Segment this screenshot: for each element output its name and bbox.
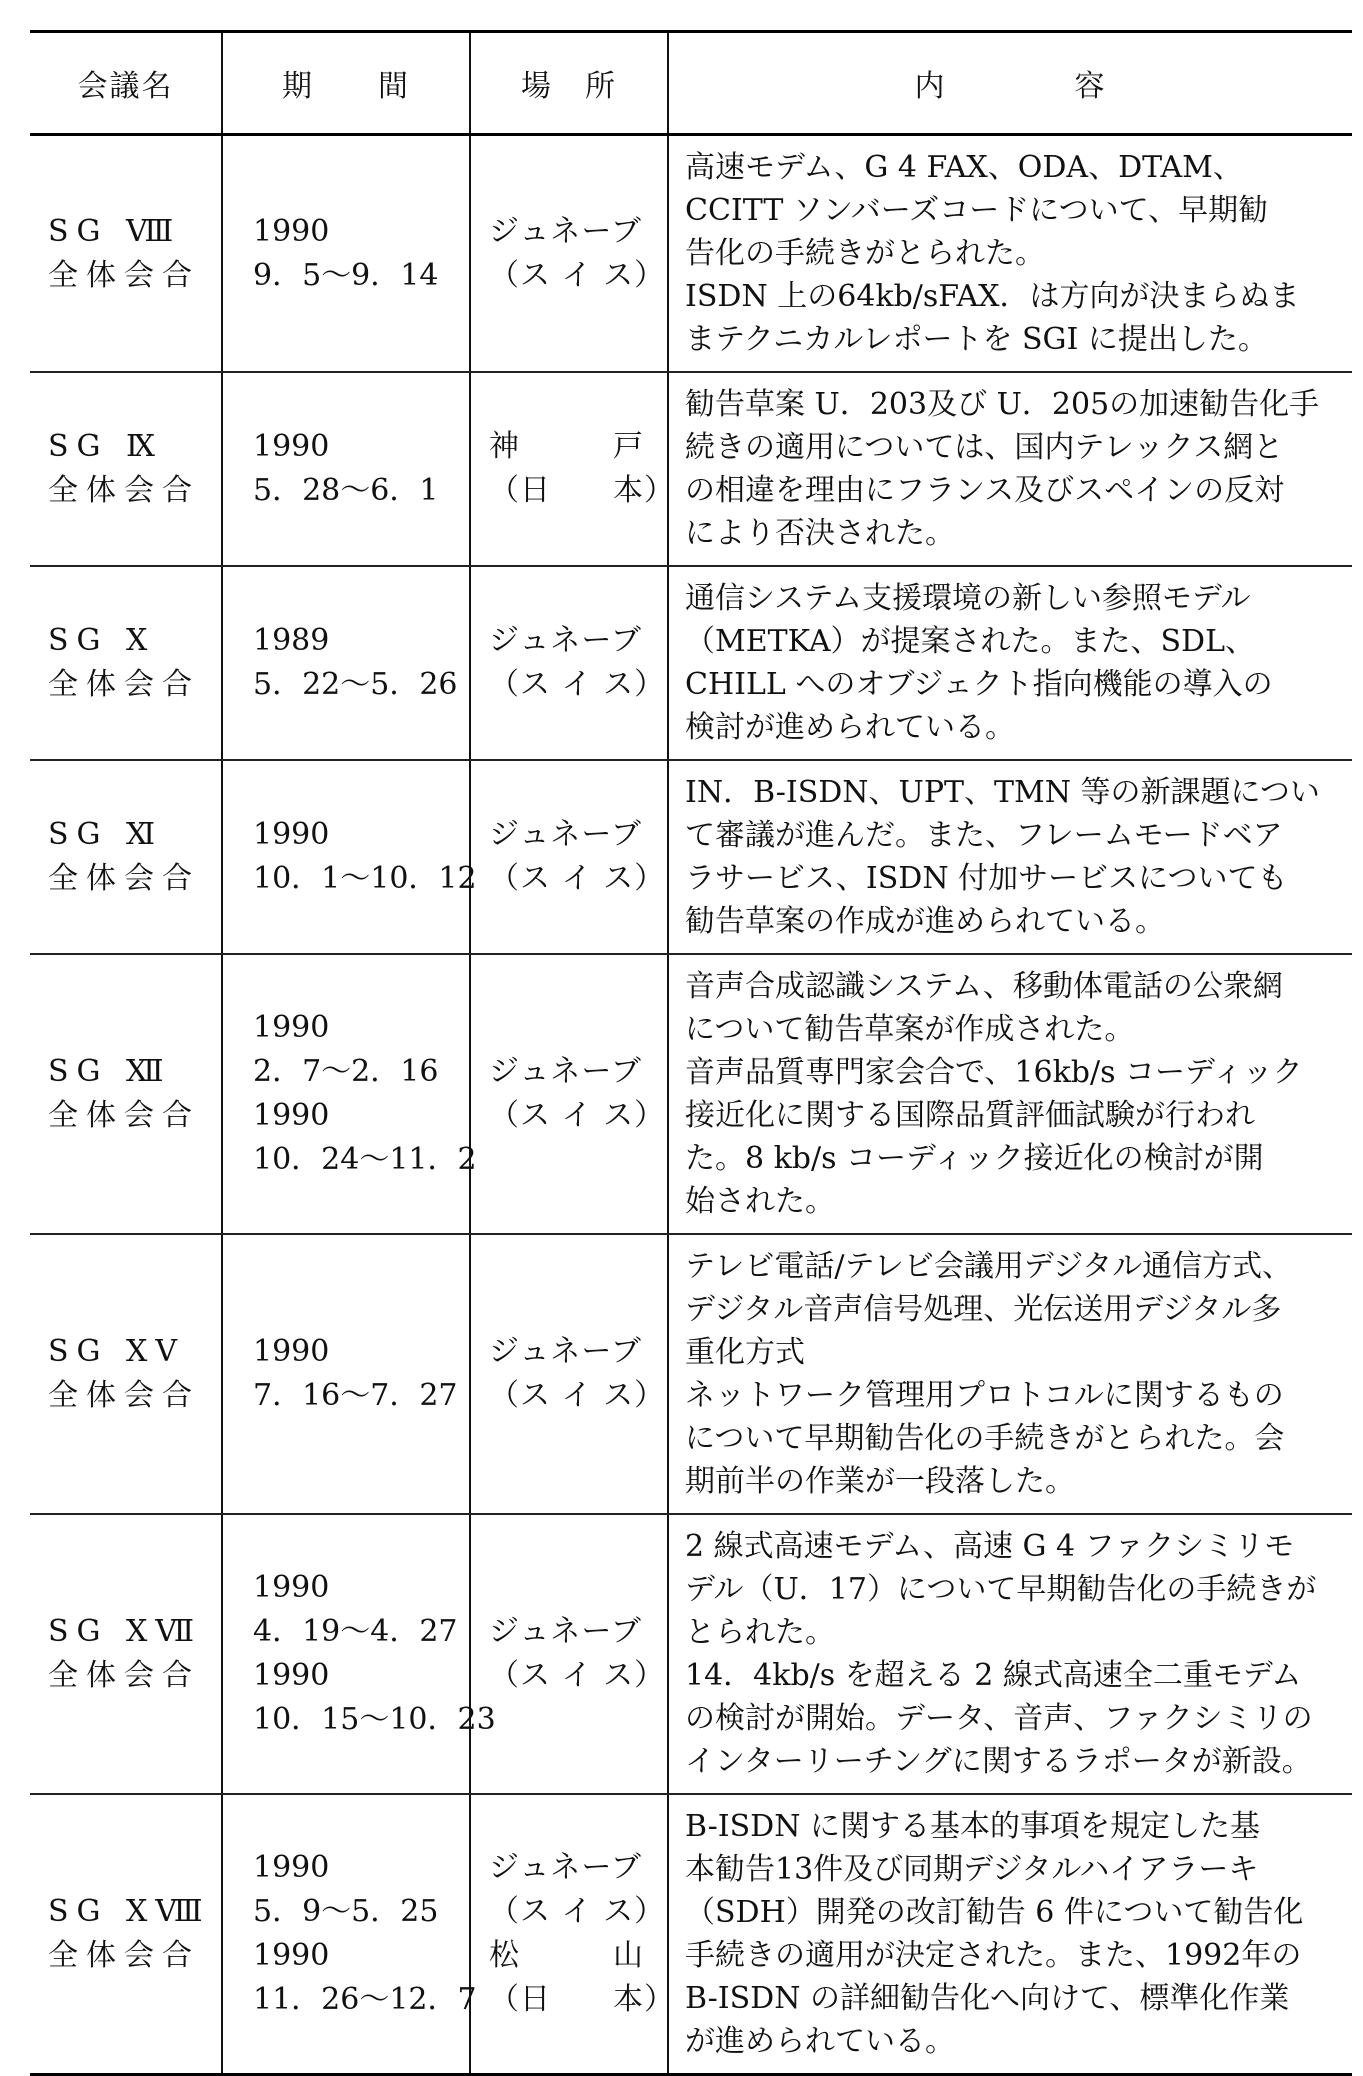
meeting-period-line: 1989: [253, 623, 330, 658]
meeting-content-line: の検討が開始。データ、音声、ファクシミリの: [685, 1701, 1313, 1736]
meeting-table: [30, 30, 1352, 2076]
table-row: [30, 760, 1352, 954]
meeting-name-line: SG XV: [48, 1334, 186, 1369]
meeting-content: [668, 135, 1352, 373]
table-row: [30, 954, 1352, 1234]
meeting-content-line: 勧告草案の作成が進められている。: [685, 904, 1165, 939]
meeting-period-line: 1990: [253, 1010, 330, 1045]
table-row: [30, 372, 1352, 566]
meeting-content-line: 始された。: [685, 1184, 835, 1219]
meeting-period-line: 5．9～5．25: [253, 1894, 439, 1929]
meeting-name: [30, 954, 222, 1234]
meeting-period-line: 1990: [253, 1334, 330, 1369]
meeting-name-line: 全体会合: [48, 1378, 200, 1413]
meeting-content-line: の相違を理由にフランス及びスペインの反対: [685, 473, 1285, 508]
meeting-place-line: ジュネーブ: [489, 213, 642, 249]
header-period: 期 間: [222, 32, 470, 135]
meeting-place-line: ジュネーブ: [489, 1850, 642, 1885]
meeting-period: [222, 135, 470, 373]
meeting-period: [222, 1234, 470, 1514]
meeting-name-line: 全体会合: [48, 1098, 200, 1133]
meeting-place-line: ジュネーブ: [489, 817, 642, 852]
meeting-content: [668, 1234, 1352, 1514]
meeting-content-line: 14．4kb/s を超える 2 線式高速全二重モデム: [685, 1658, 1302, 1693]
meeting-place: [470, 954, 668, 1234]
meeting-content-line: （SDH）開発の改訂勧告 6 件について勧告化: [685, 1895, 1304, 1930]
meeting-name-line: 全体会合: [48, 473, 200, 508]
meeting-period-line: 7．16～7．27: [253, 1378, 458, 1413]
meeting-period-line: 2．7～2．16: [253, 1054, 439, 1089]
meeting-place: [470, 566, 668, 760]
meeting-content: [668, 566, 1352, 760]
meeting-place-line: （日 本）: [489, 1982, 675, 2017]
meeting-name: [30, 372, 222, 566]
meeting-content-line: 2 線式高速モデム、高速 G 4 ファクシミリモ: [685, 1529, 1295, 1564]
meeting-content: [668, 372, 1352, 566]
meeting-content: [668, 954, 1352, 1234]
meeting-place: [470, 372, 675, 566]
table-row: [30, 566, 1352, 760]
meeting-period-line: 1990: [253, 1938, 330, 1973]
meeting-period-line: 4．19～4．27: [253, 1614, 458, 1649]
meeting-name: [30, 1794, 222, 2075]
meeting-content-line: 高速モデム、G 4 FAX、ODA、DTAM、: [685, 150, 1243, 185]
meeting-content-line: 本勧告13件及び同期デジタルハイアラーキ: [685, 1852, 1259, 1887]
meeting-place-line: ジュネーブ: [489, 1614, 642, 1649]
meeting-place-line: ジュネーブ: [489, 623, 642, 658]
meeting-content-line: 通信システム支援環境の新しい参照モデル: [685, 581, 1251, 616]
table-body: [30, 135, 1352, 2075]
meeting-place: [470, 1514, 668, 1794]
meeting-content-line: 音声品質専門家会合で、16kb/s コーディック: [685, 1055, 1303, 1090]
meeting-period: [222, 1514, 496, 1794]
meeting-content-line: 検討が進められている。: [685, 710, 1015, 745]
meeting-name-line: 全体会合: [48, 667, 200, 702]
meeting-place-line: （ス イ ス）: [489, 1658, 666, 1693]
meeting-period: [222, 954, 477, 1234]
meeting-name-line: SG XⅦ: [48, 1614, 203, 1649]
header-row: [30, 32, 1352, 135]
meeting-name: [30, 1234, 222, 1514]
meeting-period-line: 9．5～9．14: [253, 257, 439, 293]
meeting-place-line: ジュネーブ: [489, 1334, 642, 1369]
meeting-name-line: SG Ⅷ: [48, 213, 182, 249]
meeting-period-line: 1990: [253, 1850, 330, 1885]
meeting-content-line: 期前半の作業が一段落した。: [685, 1464, 1075, 1499]
meeting-name-line: 全体会合: [48, 257, 200, 293]
meeting-content-line: て審議が進んだ。また、フレームモードベア: [685, 818, 1283, 853]
meeting-content-line: デル（U．17）について早期勧告化の手続きが: [685, 1572, 1317, 1607]
meeting-period-line: 1990: [253, 429, 330, 464]
meeting-content-line: B-ISDN の詳細勧告化へ向けて、標準化作業: [685, 1981, 1290, 2016]
meeting-name-line: 全体会合: [48, 1938, 200, 1973]
meeting-name-line: SG XⅧ: [48, 1894, 211, 1929]
meeting-name-line: 全体会合: [48, 1658, 200, 1693]
meeting-place-line: （ス イ ス）: [489, 1894, 666, 1929]
meeting-period-line: 11．26～12．7: [253, 1982, 477, 2017]
meeting-content-line: IN．B-ISDN、UPT、TMN 等の新課題につい: [685, 775, 1320, 810]
meeting-period: [222, 566, 470, 760]
table-row: [30, 1514, 1352, 1794]
meeting-content: [668, 1794, 1352, 2075]
meeting-place-line: （ス イ ス）: [489, 257, 666, 293]
table-row: [30, 135, 1352, 373]
meeting-content: [668, 1514, 1352, 1794]
meeting-content-line: CHILL へのオブジェクト指向機能の導入の: [685, 667, 1273, 702]
meeting-content-line: とられた。: [685, 1615, 835, 1650]
meeting-content-line: が進められている。: [685, 2024, 955, 2059]
meeting-period: [222, 1794, 477, 2075]
meeting-place: [470, 135, 668, 373]
meeting-name-line: SG Ⅹ: [48, 623, 156, 658]
meeting-content-line: 告化の手続きがとられた。: [685, 236, 1045, 271]
meeting-content-line: テレビ電話/テレビ会議用デジタル通信方式、: [685, 1249, 1293, 1284]
meeting-period-line: 1990: [253, 817, 330, 852]
meeting-period-line: 10．1～10．12: [253, 861, 477, 896]
meeting-place: [470, 1234, 668, 1514]
meeting-content-line: 続きの適用については、国内テレックス網と: [685, 430, 1284, 465]
meeting-content-line: デジタル音声信号処理、光伝送用デジタル多: [685, 1292, 1282, 1327]
meeting-content-line: ISDN 上の64kb/sFAX．は方向が決まらぬま: [685, 279, 1300, 314]
meeting-period-line: 1990: [253, 1098, 330, 1133]
meeting-name-line: SG Ⅻ: [48, 1054, 172, 1089]
meeting-period-line: 5．22～5．26: [253, 667, 458, 702]
meeting-content-line: た。8 kb/s コーディック接近化の検討が開: [685, 1141, 1264, 1176]
meeting-name: [30, 566, 222, 760]
meeting-content-line: （METKA）が提案された。また、SDL、: [685, 624, 1256, 659]
meeting-name: [30, 760, 222, 954]
meeting-content-line: 接近化に関する国際品質評価試験が行われ: [685, 1098, 1255, 1133]
meeting-place-line: （ス イ ス）: [489, 667, 666, 702]
meeting-content-line: 勧告草案 U．203及び U．205の加速勧告化手: [685, 387, 1320, 422]
meeting-content-line: まテクニカルレポートを SGI に提出した。: [685, 322, 1268, 357]
meeting-place-line: （日 本）: [489, 473, 675, 508]
meeting-period-line: 1990: [253, 1658, 330, 1693]
meeting-place: [470, 1794, 675, 2075]
meeting-period: [222, 760, 477, 954]
meeting-period-line: 10．24～11．2: [253, 1142, 477, 1177]
meeting-place-line: 神 戸: [489, 429, 644, 464]
header-content: 内 容: [668, 32, 1352, 135]
meeting-name: [30, 1514, 222, 1794]
meeting-period-line: 1990: [253, 1570, 330, 1605]
meeting-period-line: 1990: [253, 213, 330, 249]
meeting-period-line: 10．15～10．23: [253, 1702, 496, 1737]
header-name: 会議名: [30, 32, 222, 135]
meeting-place-line: ジュネーブ: [489, 1054, 642, 1089]
meeting-content-line: インターリーチングに関するラポータが新設。: [685, 1744, 1312, 1779]
meeting-content-line: 音声合成認識システム、移動体電話の公衆網: [685, 969, 1283, 1004]
meeting-place: [470, 760, 668, 954]
meeting-period-line: 5．28～6．1: [253, 473, 439, 508]
meeting-name-line: 全体会合: [48, 861, 200, 896]
meeting-content-line: により否決された。: [685, 516, 955, 551]
meeting-content-line: B-ISDN に関する基本的事項を規定した基: [685, 1809, 1260, 1844]
meeting-content-line: 手続きの適用が決定された。また、1992年の: [685, 1938, 1302, 1973]
meeting-content-line: について勧告草案が作成された。: [685, 1012, 1135, 1047]
meeting-place-line: （ス イ ス）: [489, 861, 666, 896]
meeting-content-line: CCITT ソンバーズコードについて、早期勧: [685, 193, 1269, 228]
meeting-content-line: ネットワーク管理用プロトコルに関するもの: [685, 1378, 1284, 1413]
table-row: [30, 1794, 1352, 2075]
meeting-content-line: について早期勧告化の手続きがとられた。会: [685, 1421, 1285, 1456]
meeting-period: [222, 372, 470, 566]
meeting-content-line: 重化方式: [685, 1335, 805, 1370]
meeting-place-line: （ス イ ス）: [489, 1098, 666, 1133]
meeting-content: [668, 760, 1352, 954]
table-row: [30, 1234, 1352, 1514]
meeting-content-line: ラサービス、ISDN 付加サービスについても: [685, 861, 1288, 896]
meeting-place-line: （ス イ ス）: [489, 1378, 666, 1413]
meeting-place-line: 松 山: [489, 1938, 644, 1973]
header-place: 場 所: [470, 32, 668, 135]
meeting-name: [30, 135, 222, 373]
meeting-name-line: SG Ⅺ: [48, 817, 164, 852]
meeting-name-line: SG Ⅸ: [48, 429, 163, 464]
